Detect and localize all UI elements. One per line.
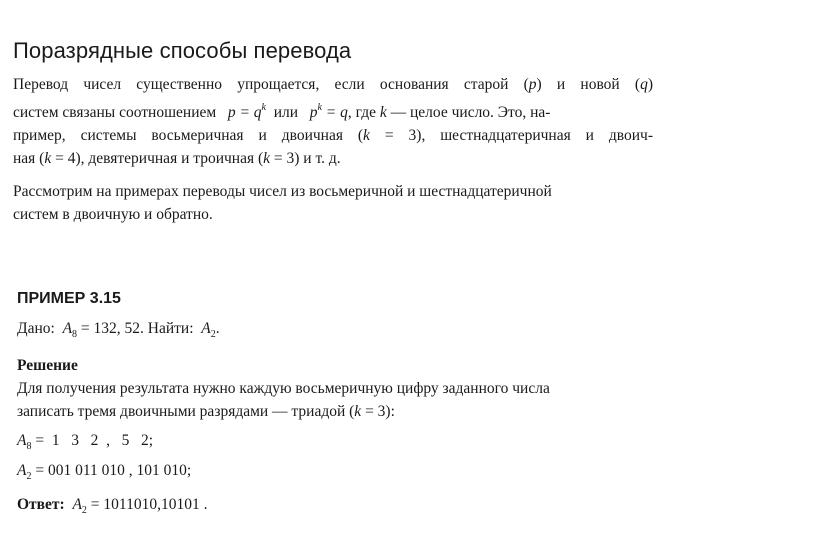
intro-line-4: ная (k = 4), девятеричная и троичная (k = 3) и т. д. — [13, 150, 341, 167]
example-title: ПРИМЕР 3.15 — [17, 290, 121, 307]
binary-triads-row: $A_2 = 001$ 011 010 , 101 010; — [17, 462, 192, 482]
answer-row: Ответ: $A_2 = 1011010,10101$ . — [17, 496, 208, 516]
example-given: Дано: $A_8 = 132$, 52. Найти: $A_2$. — [17, 320, 220, 340]
section-heading: Поразрядные способы перевода — [13, 38, 352, 63]
answer-label: Ответ: — [17, 496, 65, 513]
intro-line-2: систем связаны соотношением $p = q^k$ или $p^k = q$, где k — целое число. Это, на- — [13, 102, 551, 121]
examples-paragraph — [13, 180, 653, 226]
solution-line-2: записать тремя двоичными разрядами — триадой (k = 3): — [17, 403, 395, 420]
formula-pk-eq-q: $p^k = q$ — [309, 102, 348, 121]
octal-digits-row: $A_8 = 1$ 3 2 , 5 2; — [17, 432, 154, 452]
solution-line-1: Для получения результата нужно каждую восьмеричную цифру заданного числа — [17, 380, 550, 397]
intro-line-3: пример, системы восьмеричная и двоичная (k = 3), шестнадцатеричная и двоич- — [13, 127, 653, 144]
examples-line-2: систем в двоичную и обратно. — [13, 206, 213, 223]
formula-p-eq-qk: $p = q^k$ — [227, 102, 266, 121]
solution-heading: Решение — [17, 357, 78, 374]
intro-paragraph — [13, 73, 653, 170]
intro-line-1: Перевод чисел существенно упрощается, если основания старой (p) и новой (q) — [13, 76, 653, 93]
examples-line-1: Рассмотрим на примерах переводы чисел из восьмеричной и шестнадцатеричной — [13, 183, 552, 200]
